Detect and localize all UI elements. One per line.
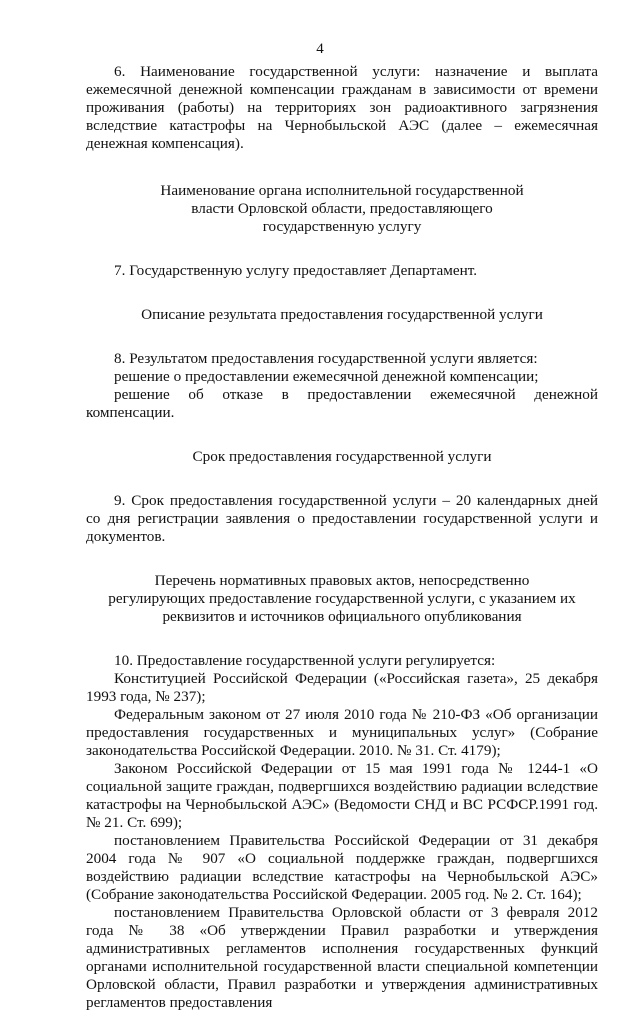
page-number: 4 xyxy=(316,41,324,57)
section-8-item-grant: решение о предоставлении ежемесячной денежной компенсации; xyxy=(114,368,539,385)
legal-act-item: Законом Российской Федерации от 15 мая 1991 года № 1244-1 «О социальной защите граждан, подвергшихся воздействию радиации вследствие катастрофы на Чернобыльской АЭС» (Ведомости СНД и ВС РСФСР.1991 год. № 21. Ст. 699); xyxy=(86,760,598,831)
section-9-paragraph: 9. Срок предоставления государственной услуги – 20 календарных дней со дня регистрации заявления о предоставлении государственной услуги и документов. xyxy=(86,492,598,545)
legal-act-item: постановлением Правительства Российской Федерации от 31 декабря 2004 года № 907 «О социальной поддержке граждан, подвергшихся воздействию радиации вследствие катастрофы на Чернобыльской АЭС» (Собрание законодательства Российской Федерации. 2005 год. № 2. Ст. 164); xyxy=(86,832,598,903)
legal-act-item: постановлением Правительства Орловской области от 3 февраля 2012 года № 38 «Об утверждении Правил разработки и утверждения административных регламентов исполнения государственных функций органами исполнительной государственной власти специальной компетенции Орловской области, Правил разработки и утверждения административных регламентов предоставления xyxy=(86,904,598,1011)
section-8-item-refusal: решение об отказе в предоставлении ежемесячной денежной компенсации. xyxy=(86,386,598,421)
section-10-intro: 10. Предоставление государственной услуги регулируется: xyxy=(114,652,496,669)
section-6-paragraph: 6. Наименование государственной услуги: назначение и выплата ежемесячной денежной компенсации гражданам в зависимости от времени проживания (работы) на территориях зон радиоактивного загрязнения вследствие катастрофы на Чернобыльской АЭС (далее – ежемесячная денежная компенсация). xyxy=(86,63,598,152)
section-7-paragraph: 7. Государственную услугу предоставляет Департамент. xyxy=(114,262,478,279)
heading-service-term: Срок предоставления государственной услуги xyxy=(192,448,492,465)
heading-legal-acts: Перечень нормативных правовых актов, непосредственно регулирующих предоставление государственной услуги, с указанием их реквизитов и источников официального опубликования xyxy=(108,572,576,625)
legal-act-item: Конституцией Российской Федерации («Российская газета», 25 декабря 1993 года, № 237); xyxy=(86,670,598,705)
legal-act-item: Федеральным законом от 27 июля 2010 года № 210-ФЗ «Об организации предоставления государственных и муниципальных услуг» (Собрание законодательства Российской Федерации. 2010. № 31. Ст. 4179); xyxy=(86,706,598,759)
heading-service-result: Описание результата предоставления государственной услуги xyxy=(141,306,543,323)
document-body xyxy=(86,63,598,1012)
heading-executive-organ: Наименование органа исполнительной государственной власти Орловской области, предоставляющего государственную услугу xyxy=(160,182,524,235)
section-8-intro: 8. Результатом предоставления государственной услуги является: xyxy=(114,350,538,367)
